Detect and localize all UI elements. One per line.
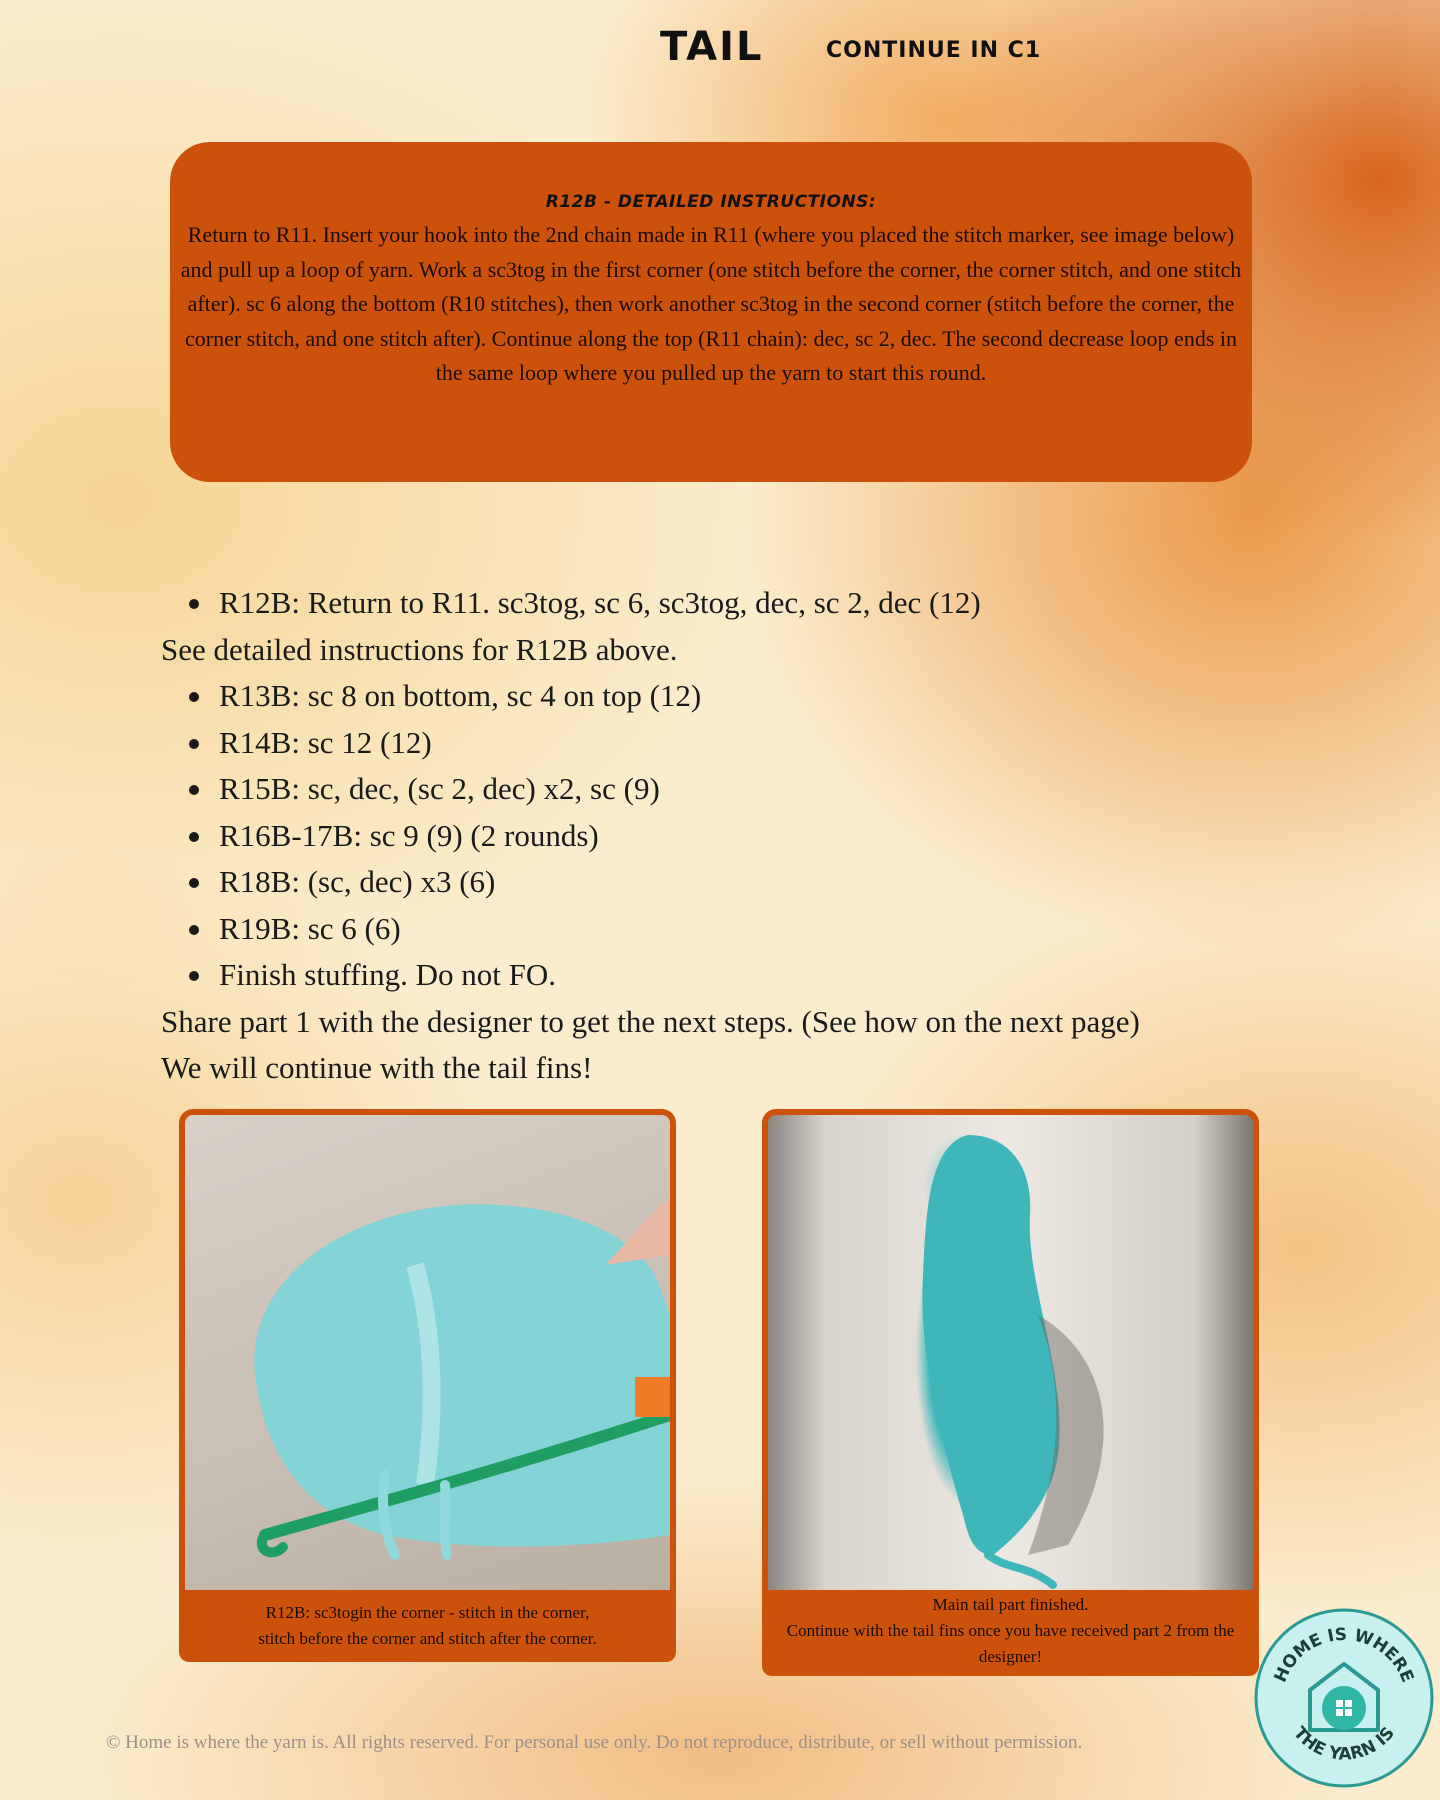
round-item-r16b-17b: R16B-17B: sc 9 (9) (2 rounds) xyxy=(219,813,1161,860)
logo-top-text: HOME IS WHERE xyxy=(1270,1624,1418,1686)
tail-yarn-end-shape xyxy=(988,1555,1053,1585)
detailed-instructions-box xyxy=(170,142,1252,482)
caption-right-line-1: Main tail part finished. xyxy=(932,1595,1089,1614)
caption-left-line-1: R12B: sc3togin the corner - stitch in the corner, xyxy=(265,1603,590,1622)
crochet-piece-illustration xyxy=(185,1115,670,1592)
hook-handle-shape xyxy=(635,1377,670,1417)
r12b-note: See detailed instructions for R12B above. xyxy=(161,631,678,667)
yarn-body-shape xyxy=(254,1204,670,1546)
round-instructions xyxy=(161,580,1161,1092)
logo-bottom-text: THE YARN IS xyxy=(1289,1723,1399,1765)
home-is-where-the-yarn-is-logo xyxy=(1252,1606,1436,1790)
round-list-top xyxy=(161,580,1161,627)
round-item-finish: Finish stuffing. Do not FO. xyxy=(219,952,1161,999)
share-note: Share part 1 with the designer to get the next steps. (See how on the next page) We will continue with the tail fins! xyxy=(161,1003,1140,1085)
page-subtitle: CONTINUE IN C1 xyxy=(826,38,1042,63)
caption-left xyxy=(179,1590,676,1662)
round-item-r14b: R14B: sc 12 (12) xyxy=(219,720,1161,767)
photo-main-tail-finished xyxy=(762,1109,1259,1592)
tail-piece-illustration xyxy=(768,1115,1253,1592)
page-header xyxy=(0,24,1440,84)
finger-shape xyxy=(605,1200,670,1265)
round-item-r15b: R15B: sc, dec, (sc 2, dec) x2, sc (9) xyxy=(219,766,1161,813)
page-title: TAIL xyxy=(660,24,764,70)
photo-sc3tog-corner xyxy=(179,1109,676,1592)
round-item-r13b: R13B: sc 8 on bottom, sc 4 on top (12) xyxy=(219,673,1161,720)
caption-right xyxy=(762,1590,1259,1676)
round-item-r18b: R18B: (sc, dec) x3 (6) xyxy=(219,859,1161,906)
caption-left-line-2: stitch before the corner and stitch after the corner. xyxy=(258,1629,597,1648)
detailed-instructions-text: Return to R11. Insert your hook into the 2nd chain made in R11 (where you placed the stitch marker, see image below) and pull up a loop of yarn. Work a sc3tog in the first corner (one stitch before the corner, the corner stitch, and one stitch after). sc 6 along the bottom (R10 stitches), then work another sc3tog in the second corner (stitch before the corner, the corner stitch, and one stitch after). Continue along the top (R11 chain): dec, sc 2, dec. The second decrease loop ends in the same loop where you pulled up the yarn to start this round. xyxy=(180,222,1242,385)
detailed-instructions-heading: R12B - DETAILED INSTRUCTIONS: xyxy=(545,192,877,212)
round-item-r19b: R19B: sc 6 (6) xyxy=(219,906,1161,953)
tail-shape xyxy=(922,1135,1059,1555)
caption-right-line-2: Continue with the tail fins once you have received part 2 from the designer! xyxy=(786,1621,1235,1666)
copyright-footer: © Home is where the yarn is. All rights reserved. For personal use only. Do not reproduce, distribute, or sell without permission. xyxy=(106,1732,1083,1753)
round-item-r12b: R12B: Return to R11. sc3tog, sc 6, sc3tog, dec, sc 2, dec (12) xyxy=(219,580,1161,627)
round-list xyxy=(161,673,1161,999)
